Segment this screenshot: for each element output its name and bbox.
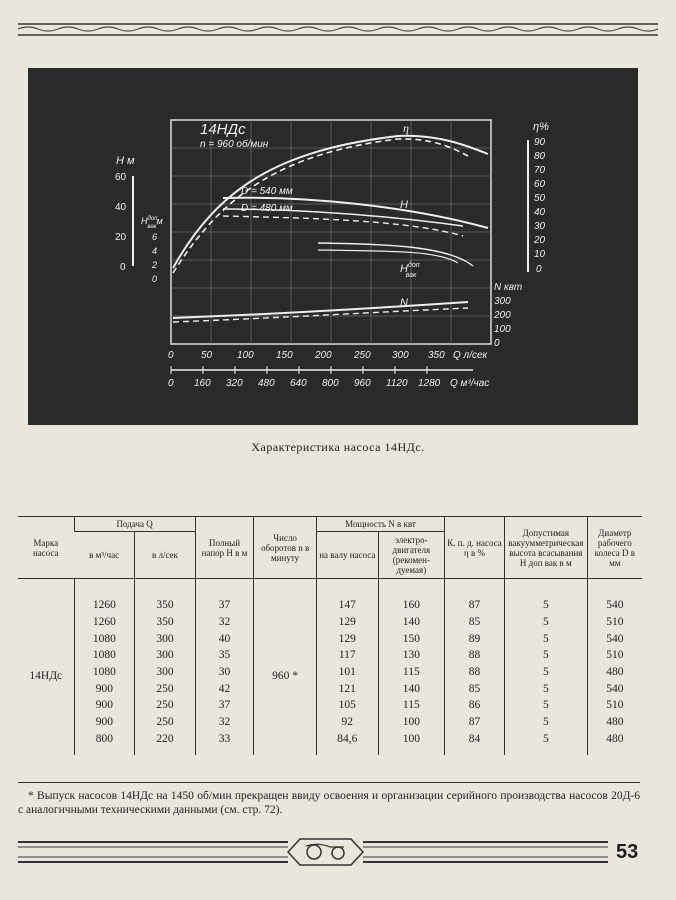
header-power-shaft: на валу насоса (316, 532, 378, 579)
cell-power-shaft: 129 (316, 614, 378, 631)
pump-chart (28, 68, 638, 425)
h-axis-ticks (115, 172, 127, 273)
pump-emblem-icon (288, 839, 363, 865)
header-speed: Число оборотов n в минуту (254, 517, 317, 579)
cell-diameter: 480 (587, 664, 642, 681)
vacuum-curve (318, 243, 473, 266)
svg-text:320: 320 (226, 378, 243, 389)
eta-axis-ticks (533, 137, 546, 275)
chart-speed-label: n = 960 об/мин (200, 139, 269, 150)
cell-diameter: 510 (587, 697, 642, 714)
svg-text:20: 20 (115, 232, 127, 243)
bottom-ornament-band (18, 836, 608, 868)
cell-head: 37 (195, 579, 254, 614)
cell-power-motor: 100 (378, 731, 444, 756)
cell-vacuum: 5 (504, 630, 587, 647)
svg-text:30: 30 (534, 221, 546, 232)
cell-supply-m3: 1080 (74, 664, 135, 681)
head-curve-label: H (400, 199, 408, 211)
cell-power-shaft: 105 (316, 697, 378, 714)
cell-supply-ls: 350 (135, 579, 196, 614)
cell-supply-m3: 900 (74, 680, 135, 697)
cell-efficiency: 84 (445, 731, 505, 756)
cell-supply-ls: 250 (135, 697, 196, 714)
svg-text:300: 300 (392, 350, 409, 361)
cell-speed: 960 * (254, 579, 317, 756)
cell-power-shaft: 84,6 (316, 731, 378, 756)
svg-text:1280: 1280 (418, 378, 441, 389)
header-head: Полный напор H в м (195, 517, 254, 579)
svg-text:40: 40 (534, 207, 546, 218)
svg-text:100: 100 (494, 324, 511, 335)
efficiency-curve-label: η (403, 121, 409, 135)
cell-power-motor: 100 (378, 714, 444, 731)
cell-supply-m3: 1080 (74, 630, 135, 647)
svg-text:0: 0 (168, 350, 174, 361)
header-diameter: Диаметр рабочего колеса D в мм (587, 517, 642, 579)
cell-diameter: 540 (587, 630, 642, 647)
cell-supply-m3: 1260 (74, 579, 135, 614)
x-axis-ls-ticks (168, 350, 489, 361)
cell-diameter: 510 (587, 647, 642, 664)
svg-text:0: 0 (494, 338, 500, 349)
power-axis-ticks (493, 296, 511, 349)
hvac-axis-ticks (151, 232, 157, 284)
cell-power-motor: 160 (378, 579, 444, 614)
cell-head: 42 (195, 680, 254, 697)
svg-text:160: 160 (194, 378, 211, 389)
svg-text:480: 480 (258, 378, 275, 389)
svg-text:2: 2 (152, 260, 158, 270)
cell-head: 35 (195, 647, 254, 664)
svg-text:800: 800 (322, 378, 339, 389)
svg-text:100: 100 (237, 350, 254, 361)
cell-efficiency: 88 (445, 647, 505, 664)
cell-diameter: 540 (587, 579, 642, 614)
svg-text:Q л/сек: Q л/сек (453, 350, 488, 361)
eta-axis-label: η% (533, 121, 549, 133)
svg-text:6: 6 (152, 232, 158, 242)
cell-supply-m3: 800 (74, 731, 135, 756)
h-axis-label: H м (116, 155, 135, 167)
cell-supply-ls: 220 (135, 731, 196, 756)
cell-head: 33 (195, 731, 254, 756)
cell-power-shaft: 92 (316, 714, 378, 731)
cell-supply-m3: 1080 (74, 647, 135, 664)
pump-characteristic-figure (28, 68, 638, 425)
cell-efficiency: 88 (445, 664, 505, 681)
cell-supply-ls: 300 (135, 647, 196, 664)
cell-vacuum: 5 (504, 731, 587, 756)
cell-power-motor: 115 (378, 697, 444, 714)
header-brand: Марка насоса (18, 517, 74, 579)
svg-text:250: 250 (354, 350, 371, 361)
svg-text:1120: 1120 (386, 378, 408, 389)
page-number: 53 (616, 841, 639, 863)
cell-efficiency: 85 (445, 614, 505, 631)
table-row (18, 579, 642, 614)
cell-diameter: 510 (587, 614, 642, 631)
table-row (18, 614, 642, 631)
figure-caption: Характеристика насоса 14НДс. (251, 440, 425, 454)
cell-efficiency: 89 (445, 630, 505, 647)
cell-supply-m3: 1260 (74, 614, 135, 631)
top-ornament-band (18, 22, 658, 38)
cell-efficiency: 87 (445, 714, 505, 731)
svg-text:200: 200 (494, 310, 511, 321)
cell-supply-m3: 900 (74, 697, 135, 714)
vacuum-curve-label: $H^{доп}$ вак (400, 262, 420, 279)
power-axis-label: N квт (494, 282, 523, 293)
table-row (18, 697, 642, 714)
cell-head: 37 (195, 697, 254, 714)
d540-label: D = 540 мм (241, 186, 293, 197)
cell-power-motor: 150 (378, 630, 444, 647)
cell-supply-ls: 250 (135, 714, 196, 731)
cell-power-shaft: 129 (316, 630, 378, 647)
table-row (18, 647, 642, 664)
svg-text:70: 70 (534, 165, 546, 176)
header-power: Мощность N в квт (316, 517, 444, 532)
svg-text:0: 0 (536, 264, 542, 275)
pump-spec-table-body (18, 579, 642, 756)
cell-vacuum: 5 (504, 714, 587, 731)
cell-vacuum: 5 (504, 697, 587, 714)
cell-vacuum: 5 (504, 680, 587, 697)
header-supply-ls: в л/сек (135, 532, 196, 579)
header-power-motor: электро-двигателя (рекомен-дуемая) (378, 532, 444, 579)
cell-head: 32 (195, 614, 254, 631)
chart-title: 14НДс (200, 121, 246, 138)
svg-text:50: 50 (201, 350, 213, 361)
table-row (18, 731, 642, 756)
x-axis-m3-ticks (168, 378, 489, 389)
efficiency-curve-dashed (173, 139, 468, 273)
cell-power-motor: 140 (378, 614, 444, 631)
svg-text:Q м³/час: Q м³/час (450, 378, 490, 389)
svg-text:150: 150 (276, 350, 293, 361)
d480-label: D = 480 мм (241, 203, 293, 214)
cell-head: 32 (195, 714, 254, 731)
svg-text:80: 80 (534, 151, 546, 162)
cell-power-shaft: 121 (316, 680, 378, 697)
svg-text:60: 60 (115, 172, 127, 183)
footnote: * Выпуск насосов 14НДс на 1450 об/мин прекращен ввиду освоения и организации серийного производства насосов 20Д-6 с аналогичными техническими данными (см. стр. 72). (18, 782, 640, 817)
cell-diameter: 540 (587, 680, 642, 697)
cell-power-shaft: 101 (316, 664, 378, 681)
svg-text:300: 300 (494, 296, 511, 307)
svg-text:20: 20 (534, 235, 546, 246)
svg-text:0: 0 (168, 378, 174, 389)
pump-spec-table-wrapper (18, 516, 642, 755)
cell-power-shaft: 147 (316, 579, 378, 614)
hvac-axis-label: $H^{доп}$ вакм (141, 216, 163, 230)
svg-text:50: 50 (534, 193, 546, 204)
cell-power-motor: 130 (378, 647, 444, 664)
svg-text:90: 90 (534, 137, 546, 148)
power-curve-label: N (400, 297, 408, 309)
pump-spec-table (18, 516, 642, 755)
svg-text:200: 200 (315, 350, 332, 361)
table-row (18, 630, 642, 647)
cell-vacuum: 5 (504, 664, 587, 681)
cell-vacuum: 5 (504, 647, 587, 664)
header-efficiency: К. п. д. насоса η в % (445, 517, 505, 579)
table-row (18, 680, 642, 697)
cell-supply-ls: 300 (135, 664, 196, 681)
cell-supply-ls: 350 (135, 614, 196, 631)
cell-efficiency: 86 (445, 697, 505, 714)
cell-head: 40 (195, 630, 254, 647)
cell-supply-ls: 300 (135, 630, 196, 647)
cell-efficiency: 85 (445, 680, 505, 697)
svg-text:0: 0 (120, 262, 126, 273)
cell-diameter: 480 (587, 731, 642, 756)
cell-vacuum: 5 (504, 579, 587, 614)
cell-power-motor: 115 (378, 664, 444, 681)
svg-text:0: 0 (152, 274, 158, 284)
svg-text:4: 4 (152, 246, 158, 256)
head-curve-480 (223, 216, 463, 236)
cell-power-motor: 140 (378, 680, 444, 697)
svg-text:10: 10 (534, 249, 546, 260)
cell-power-shaft: 117 (316, 647, 378, 664)
header-supply-m3: в м³/час (74, 532, 135, 579)
svg-text:350: 350 (428, 350, 445, 361)
cell-efficiency: 87 (445, 579, 505, 614)
cell-head: 30 (195, 664, 254, 681)
table-row (18, 714, 642, 731)
svg-text:40: 40 (115, 202, 127, 213)
cell-vacuum: 5 (504, 614, 587, 631)
svg-text:960: 960 (354, 378, 371, 389)
cell-diameter: 480 (587, 714, 642, 731)
header-vacuum: Допустимая вакуумметрическая высота всасывания H доп вак в м (504, 517, 587, 579)
cell-supply-ls: 250 (135, 680, 196, 697)
svg-text:60: 60 (534, 179, 546, 190)
cell-brand: 14НДс (29, 670, 63, 683)
header-supply: Подача Q (74, 517, 195, 532)
svg-text:640: 640 (290, 378, 307, 389)
table-row (18, 664, 642, 681)
cell-supply-m3: 900 (74, 714, 135, 731)
